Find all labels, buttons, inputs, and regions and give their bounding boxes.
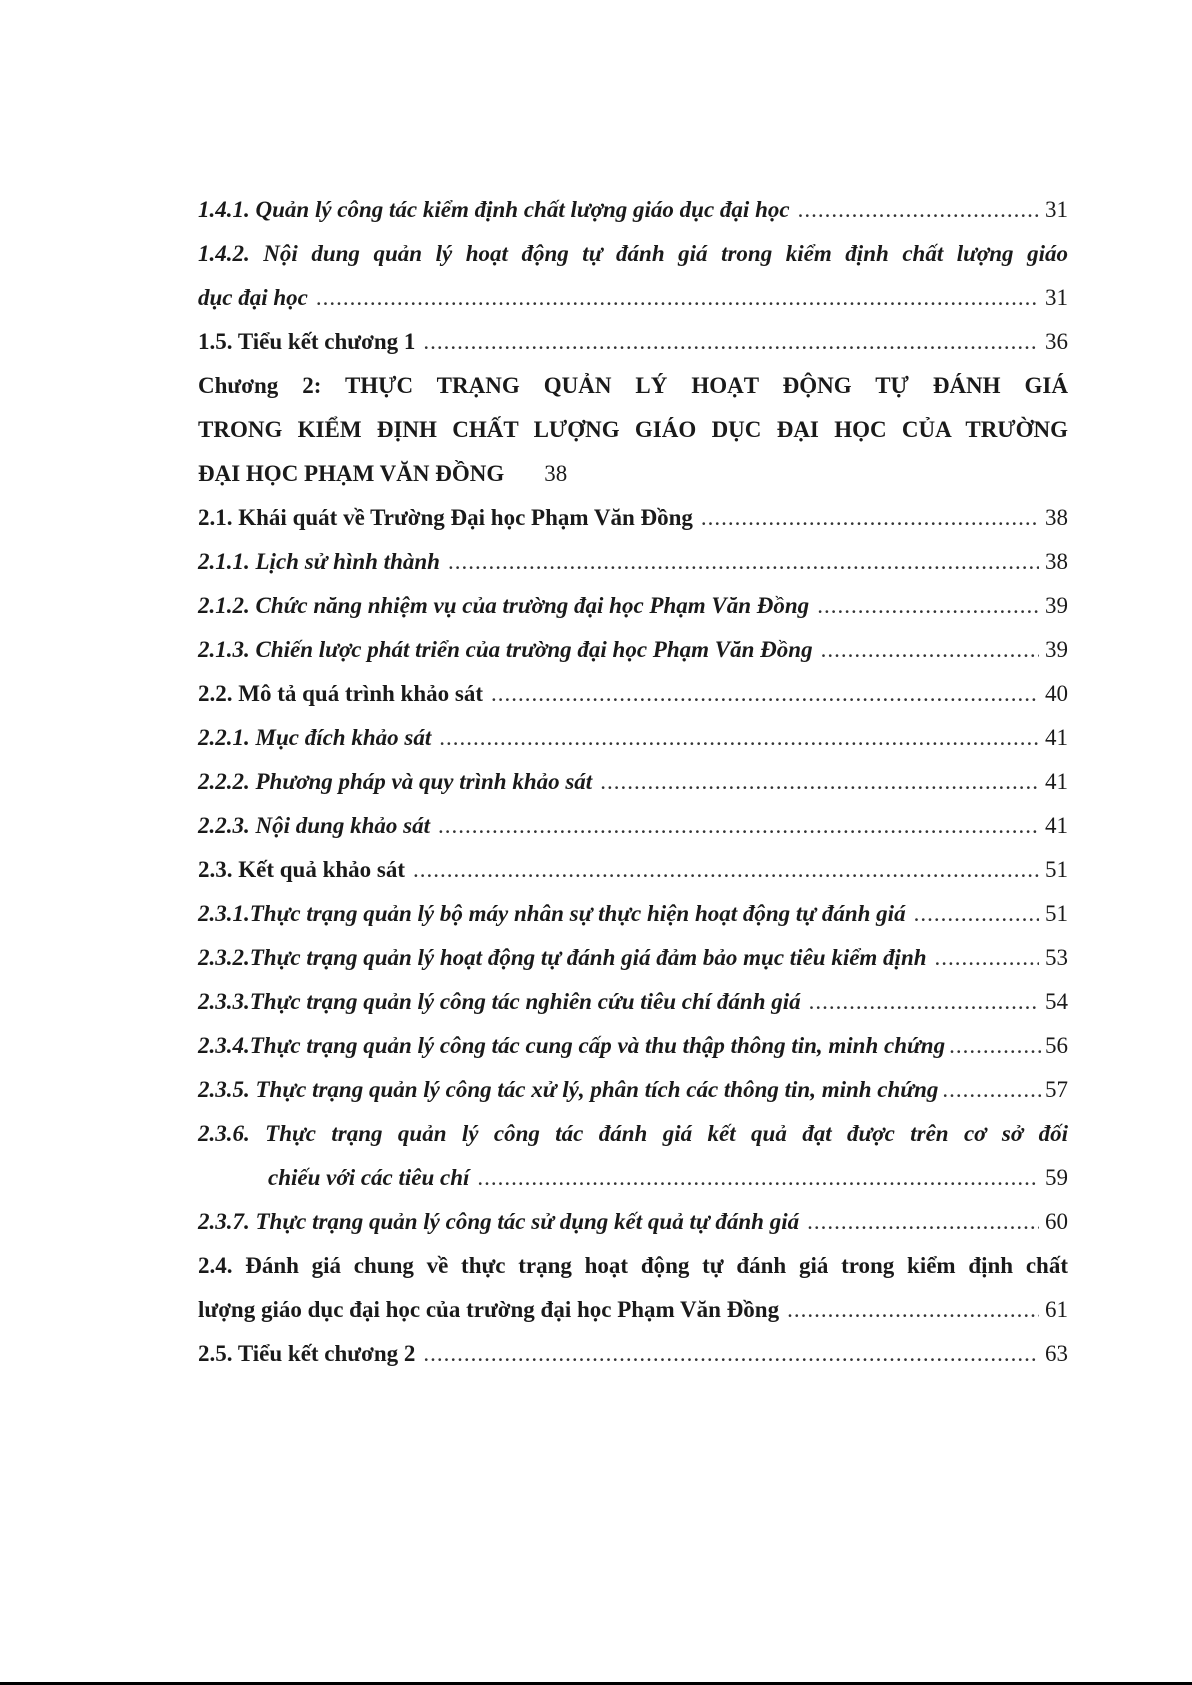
- toc-entry-title: 2.3.2.Thực trạng quản lý hoạt động tự đánh giá đảm bảo mục tiêu kiểm định: [198, 945, 927, 970]
- leader-dots: [949, 1024, 1041, 1068]
- toc-entry-page: 41: [1045, 725, 1068, 750]
- toc-entry-title: 2.5. Tiểu kết chương 2: [198, 1341, 416, 1366]
- leader-dots: [477, 1156, 1039, 1200]
- toc-entry-title: 2.2. Mô tả quá trình khảo sát: [198, 681, 483, 706]
- toc-entry-title: 1.4.2. Nội dung quản lý hoạt động tự đánh giá trong kiểm định chất lượng giáo: [198, 241, 1068, 266]
- leader-dots: [438, 804, 1039, 848]
- toc-entry[interactable]: [198, 892, 1068, 936]
- toc-entry[interactable]: [198, 452, 1068, 496]
- toc-entry-page: 63: [1045, 1341, 1068, 1366]
- toc-entry-title: 1.4.1. Quản lý công tác kiểm định chất lượng giáo dục đại học: [198, 197, 790, 222]
- toc-entry-title: TRONG KIỂM ĐỊNH CHẤT LƯỢNG GIÁO DỤC ĐẠI HỌC CỦA TRƯỜNG: [198, 417, 1068, 442]
- toc-entry-title: 2.2.2. Phương pháp và quy trình khảo sát: [198, 769, 593, 794]
- toc-entry-page: 40: [1045, 681, 1068, 706]
- leader-dots: [821, 628, 1039, 672]
- table-of-contents: [198, 188, 1068, 1376]
- leader-dots: [807, 1200, 1039, 1244]
- toc-entry[interactable]: [198, 1332, 1068, 1376]
- toc-entry-page: 38: [1045, 505, 1068, 530]
- toc-entry-title: lượng giáo dục đại học của trường đại học Phạm Văn Đồng: [198, 1297, 780, 1322]
- toc-entry-page: 38: [544, 461, 568, 486]
- toc-entry[interactable]: [198, 1068, 1068, 1112]
- leader-dots: [413, 848, 1039, 892]
- toc-entry-title: 2.3.1.Thực trạng quản lý bộ máy nhân sự thực hiện hoạt động tự đánh giá: [198, 901, 906, 926]
- toc-entry[interactable]: [198, 1112, 1068, 1156]
- toc-entry-page: 38: [1045, 549, 1068, 574]
- toc-entry-title: 2.3.7. Thực trạng quản lý công tác sử dụng kết quả tự đánh giá: [198, 1209, 800, 1234]
- toc-entry-page: 36: [1045, 329, 1068, 354]
- leader-dots: [600, 760, 1039, 804]
- toc-entry-page: 51: [1045, 901, 1068, 926]
- toc-entry[interactable]: [198, 496, 1068, 540]
- toc-entry[interactable]: [198, 936, 1068, 980]
- leader-dots: [817, 584, 1039, 628]
- leader-dots: [914, 892, 1039, 936]
- toc-entry[interactable]: [198, 364, 1068, 408]
- toc-entry[interactable]: [198, 716, 1068, 760]
- leader-dots: [798, 188, 1039, 232]
- toc-entry-title: 2.1.3. Chiến lược phát triển của trường đại học Phạm Văn Đồng: [198, 637, 813, 662]
- toc-entry-page: 56: [1045, 1033, 1068, 1058]
- toc-entry[interactable]: [198, 540, 1068, 584]
- toc-entry-page: 41: [1045, 813, 1068, 838]
- leader-dots: [701, 496, 1039, 540]
- toc-entry[interactable]: [198, 1200, 1068, 1244]
- toc-entry-title: 2.3.6. Thực trạng quản lý công tác đánh giá kết quả đạt được trên cơ sở đối: [198, 1121, 1068, 1146]
- toc-entry[interactable]: [198, 232, 1068, 276]
- toc-entry-page: 51: [1045, 857, 1068, 882]
- toc-entry-page: 60: [1045, 1209, 1068, 1234]
- leader-dots: [787, 1288, 1039, 1332]
- toc-entry-page: 59: [1045, 1165, 1068, 1190]
- leader-dots: [439, 716, 1039, 760]
- leader-dots: [316, 276, 1039, 320]
- toc-entry-title: 2.2.1. Mục đích khảo sát: [198, 725, 432, 750]
- leader-dots: [935, 936, 1039, 980]
- toc-entry[interactable]: [198, 980, 1068, 1024]
- toc-entry[interactable]: [198, 1024, 1068, 1068]
- toc-entry[interactable]: [198, 760, 1068, 804]
- toc-entry-page: 53: [1045, 945, 1068, 970]
- leader-dots: [423, 320, 1039, 364]
- toc-entry-title: 2.1.1. Lịch sử hình thành: [198, 549, 440, 574]
- toc-entry-page: 39: [1045, 637, 1068, 662]
- toc-entry-page: 39: [1045, 593, 1068, 618]
- toc-entry-title: 2.2.3. Nội dung khảo sát: [198, 813, 430, 838]
- leader-dots: [809, 980, 1039, 1024]
- leader-dots: [491, 672, 1039, 716]
- toc-entry[interactable]: [198, 804, 1068, 848]
- leader-dots: [942, 1068, 1041, 1112]
- toc-entry-title: 2.1.2. Chức năng nhiệm vụ của trường đại học Phạm Văn Đồng: [198, 593, 810, 618]
- leader-dots: [448, 540, 1039, 584]
- toc-entry-page: 61: [1045, 1297, 1068, 1322]
- toc-entry-page: 41: [1045, 769, 1068, 794]
- toc-entry[interactable]: [198, 628, 1068, 672]
- toc-entry-page: 57: [1045, 1077, 1068, 1102]
- toc-entry-page: 31: [1045, 285, 1068, 310]
- toc-entry[interactable]: [198, 1288, 1068, 1332]
- toc-entry[interactable]: [198, 1156, 1068, 1200]
- toc-entry-title: 2.3.3.Thực trạng quản lý công tác nghiên cứu tiêu chí đánh giá: [198, 989, 801, 1014]
- toc-entry[interactable]: [198, 848, 1068, 892]
- toc-entry-title: chiếu với các tiêu chí: [268, 1165, 470, 1190]
- toc-entry-title: 2.3.5. Thực trạng quản lý công tác xử lý, phân tích các thông tin, minh chứng: [198, 1077, 939, 1102]
- toc-entry-page: 31: [1045, 197, 1068, 222]
- toc-entry[interactable]: [198, 276, 1068, 320]
- toc-entry[interactable]: [198, 672, 1068, 716]
- toc-entry-title: 2.3.4.Thực trạng quản lý công tác cung cấp và thu thập thông tin, minh chứng: [198, 1033, 946, 1058]
- toc-entry[interactable]: [198, 188, 1068, 232]
- toc-entry-title: dục đại học: [198, 285, 308, 310]
- toc-entry-title: 2.4. Đánh giá chung về thực trạng hoạt động tự đánh giá trong kiểm định chất: [198, 1253, 1068, 1278]
- toc-entry[interactable]: [198, 320, 1068, 364]
- toc-entry[interactable]: [198, 408, 1068, 452]
- toc-entry-title: 2.1. Khái quát về Trường Đại học Phạm Văn Đồng: [198, 505, 693, 530]
- toc-entry-title: Chương 2: THỰC TRẠNG QUẢN LÝ HOẠT ĐỘNG TỰ ĐÁNH GIÁ: [198, 373, 1068, 398]
- leader-dots: [423, 1332, 1039, 1376]
- toc-entry-title: ĐẠI HỌC PHẠM VĂN ĐỒNG: [198, 461, 505, 486]
- toc-entry[interactable]: [198, 1244, 1068, 1288]
- toc-entry-title: 1.5. Tiểu kết chương 1: [198, 329, 416, 354]
- toc-entry[interactable]: [198, 584, 1068, 628]
- toc-entry-page: 54: [1045, 989, 1068, 1014]
- toc-entry-title: 2.3. Kết quả khảo sát: [198, 857, 406, 882]
